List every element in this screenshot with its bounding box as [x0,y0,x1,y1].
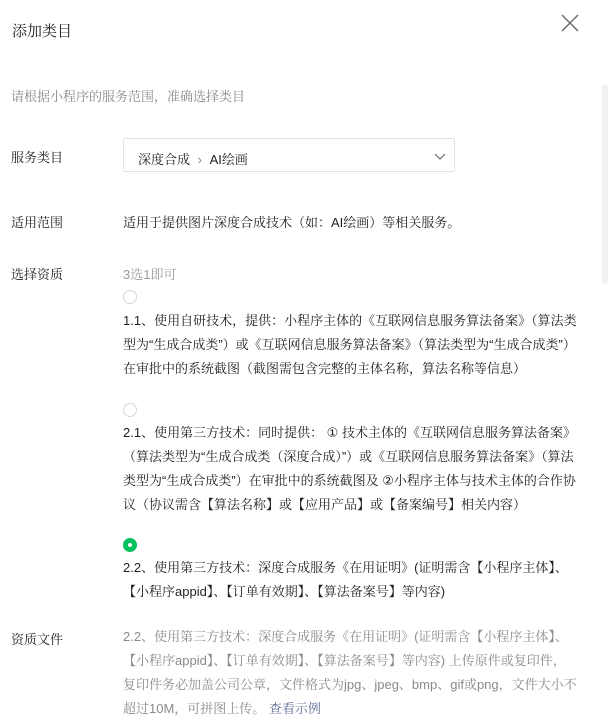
scope-text: 适用于提供图片深度合成技术（如：AI绘画）等相关服务。 [123,215,461,230]
qualification-radio-1[interactable] [123,290,137,304]
dialog-title: 添加类目 [12,23,73,40]
close-icon[interactable] [558,11,582,35]
select-value-secondary: AI绘画 [209,152,248,167]
qualification-option-1[interactable]: 1.1、使用自研技术，提供：小程序主体的《互联网信息服务算法备案》（算法类型为“生成合成类”）或《互联网信息服务算法备案》（算法类型为“生成合成类”）在审批中的系统截图（截图需包含完整的主体名称，算法名称等信息） [123,313,577,376]
select-value-primary: 深度合成 [138,152,191,167]
service-category-select[interactable] [123,138,455,172]
qualification-option-2[interactable]: 2.1、使用第三方技术：同时提供： ① 技术主体的《互联网信息服务算法备案》（算法类型为“生成合成类（深度合成）”）或《互联网信息服务算法备案》（算法类型为“生成合成类”）在审批中的系统截图及 ②小程序主体与技术主体的合作协议（协议需含【算法名称】或【应用产品】或【备案编号】相关内容） [123,425,576,512]
chevron-down-icon [434,150,446,162]
files-label: 资质文件 [11,632,64,647]
service-category-label: 服务类目 [11,150,64,165]
files-description [123,625,578,721]
scope-label: 适用范围 [11,215,64,230]
close-button[interactable] [558,11,582,35]
qualification-label: 选择资质 [11,267,64,282]
select-value [138,149,248,168]
dialog-subtitle: 请根据小程序的服务范围，准确选择类目 [11,89,246,104]
qualification-radio-3[interactable] [123,538,137,552]
qualification-hint: 3选1即可 [123,267,177,282]
qualification-option-3[interactable]: 2.2、使用第三方技术：深度合成服务《在用证明》(证明需含【小程序主体】、【小程序appid】、【订单有效期】、【算法备案号】等内容) [123,560,568,599]
view-example-link[interactable]: 查看示例 [268,701,321,716]
files-description-text: 2.2、使用第三方技术：深度合成服务《在用证明》(证明需含【小程序主体】、【小程序appid】、【订单有效期】、【算法备案号】等内容) 上传原件或复印件，复印件务必加盖公司公章，文件格式为jpg、jpeg、bmp、gif或png，文件大小不超过10M，可拼图上传。 [123,629,577,716]
qualification-radio-2[interactable] [123,403,137,417]
select-separator: › [197,152,202,167]
scrollbar[interactable] [602,84,608,284]
